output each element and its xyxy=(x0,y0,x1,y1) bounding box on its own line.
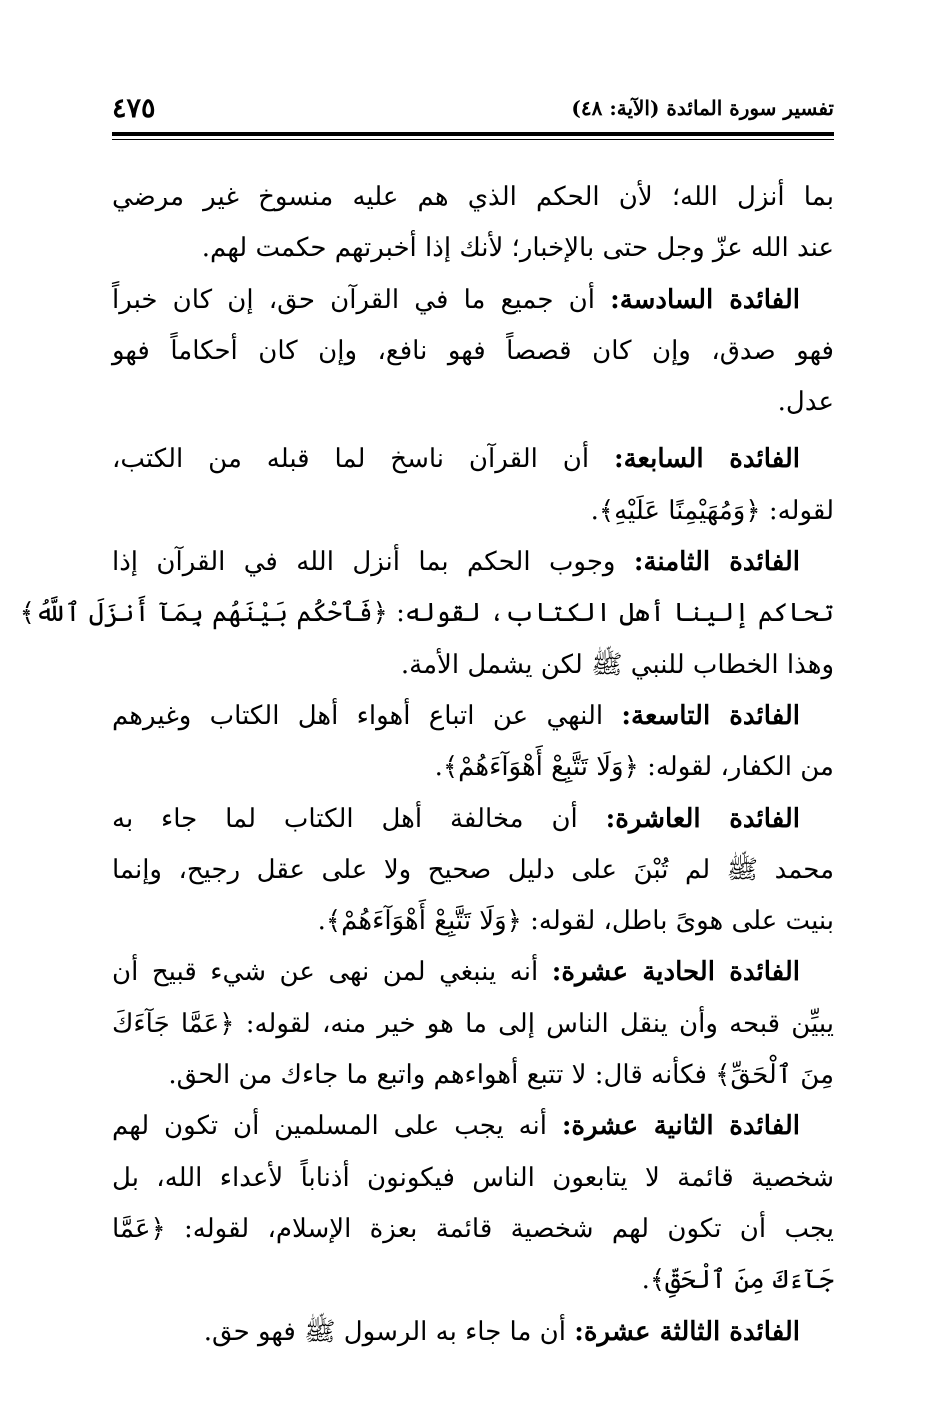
paragraph-lead: الفائدة السابعة: xyxy=(614,444,801,475)
paragraph-lead: الفائدة الثانية عشرة: xyxy=(561,1111,800,1142)
text-run: أن ما جاء به الرسول ﷺ فهو حق. xyxy=(203,1316,575,1347)
header-rule-thin xyxy=(112,139,834,140)
text-line xyxy=(112,537,834,588)
paragraph-lead: الفائدة الحادية عشرة: xyxy=(551,957,800,988)
page-header xyxy=(112,84,834,132)
text-line: مِنَ ٱلْحَقِّ﴾ فكأنه قال: لا تتبع أهواءهم واتبع ما جاءك من الحق. xyxy=(168,1060,834,1091)
header-rule-thick xyxy=(112,132,834,136)
text-run: أنه يجب على المسلمين أن تكون لهم xyxy=(112,1111,562,1142)
text-line xyxy=(112,794,834,845)
text-line: شخصية قائمة لا يتابعون الناس فيكونون أذناباً لأعداء الله، بل xyxy=(112,1162,834,1193)
text-line xyxy=(112,691,834,742)
text-line: عند الله عزّ وجل حتى بالإخبار؛ لأنك إذا أخبرتهم حكمت لهم. xyxy=(201,233,834,264)
paragraph xyxy=(112,275,834,429)
text-run: أن جميع ما في القرآن حق، إن كان خبراً xyxy=(112,284,611,315)
text-line: تحاكم إلينا أهل الكتاب، لقوله: ﴿فَٱحْكُم بَيْنَهُم بِمَآ أَنزَلَ ٱللَّهُ﴾ xyxy=(19,598,834,629)
text-run: أن مخالفة أهل الكتاب لما جاء به xyxy=(112,803,606,834)
text-line: جَآءَكَ مِنَ ٱلْحَقِّ﴾. xyxy=(641,1265,834,1296)
paragraph xyxy=(112,691,834,794)
text-line: لقوله: ﴿وَمُهَيْمِنًا عَلَيْهِ﴾. xyxy=(590,495,834,526)
paragraph-lead: الفائدة العاشرة: xyxy=(605,803,800,834)
paragraph xyxy=(112,947,834,1101)
text-line xyxy=(112,1307,834,1358)
text-line: وهذا الخطاب للنبي ﷺ لكن يشمل الأمة. xyxy=(400,649,834,680)
paragraph-lead: الفائدة الثالثة عشرة: xyxy=(574,1316,800,1347)
text-line xyxy=(112,434,834,485)
body-text xyxy=(19,172,834,1358)
text-line xyxy=(112,1101,834,1152)
text-run: أن القرآن ناسخ لما قبله من الكتب، xyxy=(112,444,615,475)
text-line xyxy=(112,947,834,998)
text-run: أنه ينبغي لمن نهى عن شيء قبيح أن xyxy=(112,957,552,988)
text-line: عدل. xyxy=(777,387,834,418)
text-line: محمد ﷺ لم تُبْنَ على دليل صحيح ولا على عقل رجيح، وإنما xyxy=(112,854,834,885)
paragraph-lead: الفائدة السادسة: xyxy=(610,284,800,315)
running-head: تفسير سورة المائدة (الآية: ٤٨) xyxy=(571,96,834,120)
text-line: يبيِّن قبحه وأن ينقل الناس إلى ما هو خير منه، لقوله: ﴿عَمَّا جَآءَكَ xyxy=(112,1008,834,1039)
text-line: بنيت على هوىً باطل، لقوله: ﴿وَلَا تَتَّبِعْ أَهْوَآءَهُمْ﴾. xyxy=(317,906,834,937)
text-line xyxy=(112,275,834,326)
paragraph xyxy=(19,537,834,691)
text-run: وجوب الحكم بما أنزل الله في القرآن إذا xyxy=(112,547,634,578)
text-line: فهو صدق، وإن كان قصصاً فهو نافع، وإن كان أحكاماً فهو xyxy=(112,335,834,366)
paragraph-lead: الفائدة الثامنة: xyxy=(633,547,800,578)
paragraph xyxy=(112,172,834,275)
text-line: من الكفار، لقوله: ﴿وَلَا تَتَّبِعْ أَهْوَآءَهُمْ﴾. xyxy=(434,752,834,783)
text-line: بما أنزل الله؛ لأن الحكم الذي هم عليه منسوخ غير مرضي xyxy=(112,182,834,212)
page-number: ٤٧٥ xyxy=(112,92,156,124)
text-line: يجب أن تكون لهم شخصية قائمة بعزة الإسلام، لقوله: ﴿عَمَّا xyxy=(112,1213,834,1244)
paragraph xyxy=(112,434,834,537)
paragraph xyxy=(112,1101,834,1306)
text-run: النهي عن اتباع أهواء أهل الكتاب وغيرهم xyxy=(112,700,622,731)
paragraph xyxy=(112,1307,834,1358)
paragraph xyxy=(112,794,834,948)
paragraph-lead: الفائدة التاسعة: xyxy=(621,700,801,731)
